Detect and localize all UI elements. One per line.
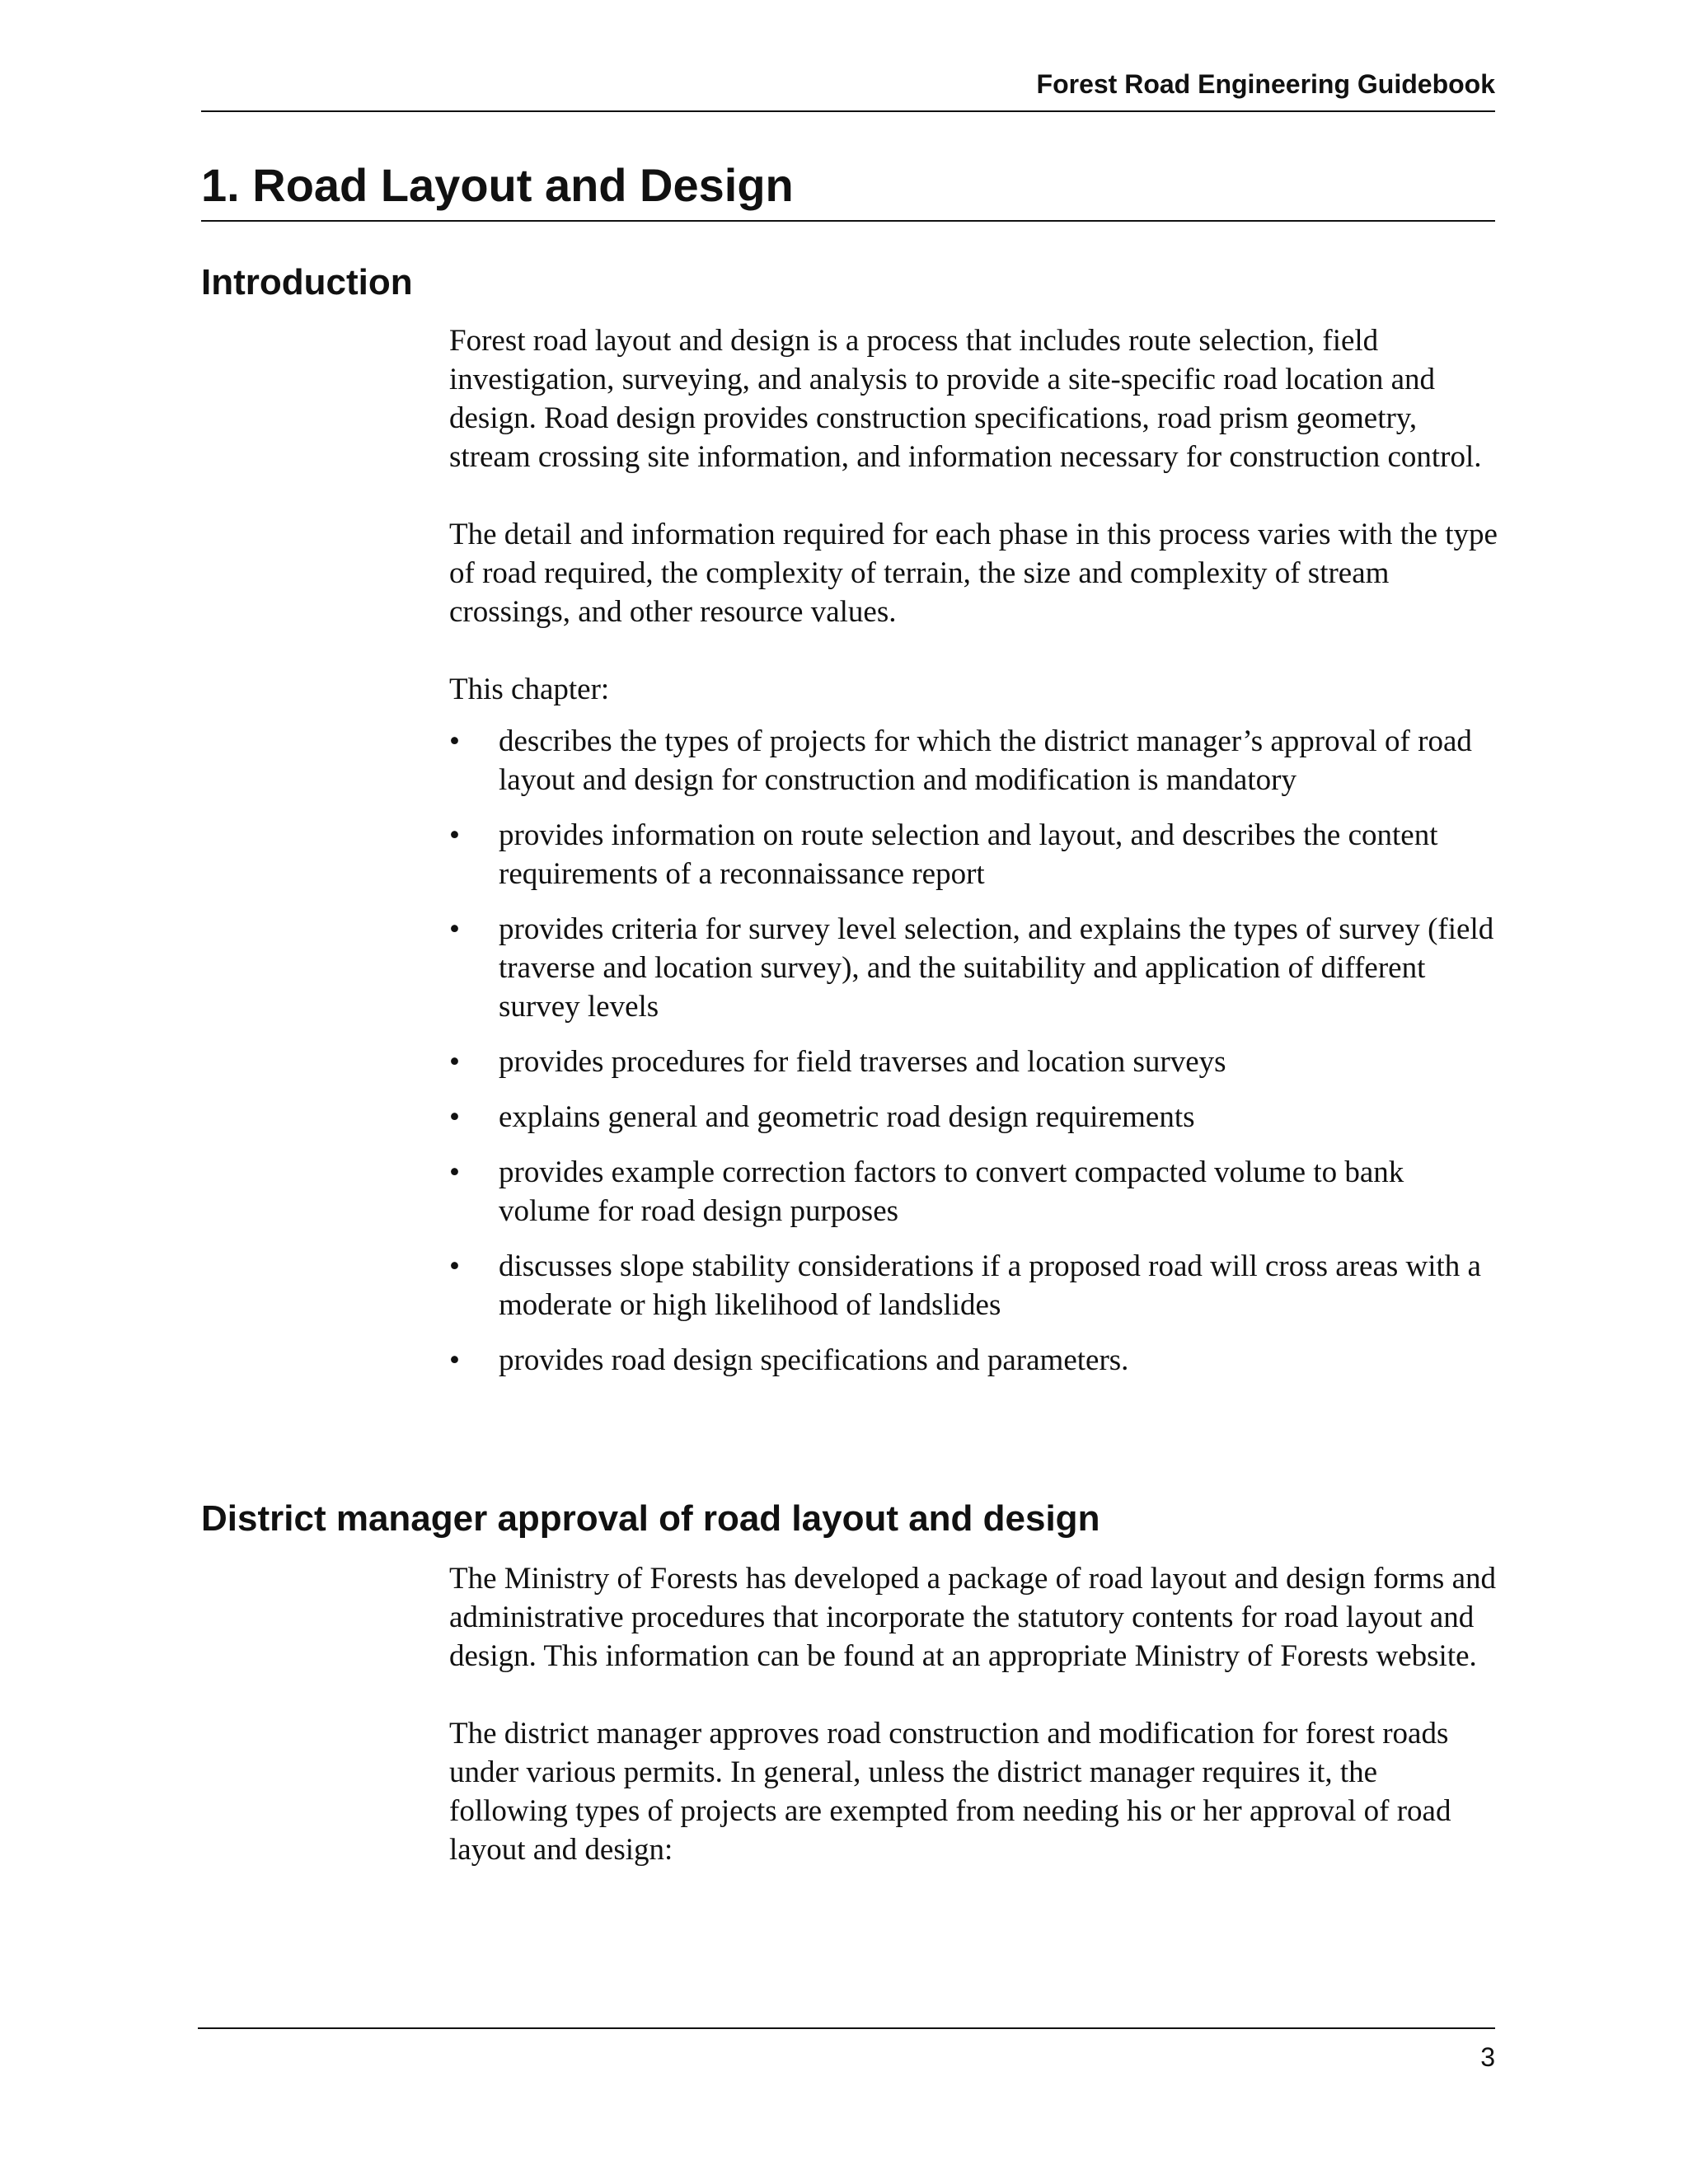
list-item <box>449 1247 1500 1324</box>
bullet-icon: • <box>449 1100 460 1134</box>
footer-rule <box>198 2027 1495 2029</box>
bullet-icon: • <box>449 912 460 946</box>
introduction-body <box>449 321 1500 1396</box>
running-header: Forest Road Engineering Guidebook <box>1036 69 1495 99</box>
paragraph: The detail and information required for each phase in this process varies with the type of road required, the complexity of terrain, the size and complexity of stream crossings, and other resource values. <box>449 518 1498 629</box>
page-number: 3 <box>1480 2042 1495 2072</box>
bullet-icon: • <box>449 818 460 852</box>
list-item <box>449 910 1500 1026</box>
list-item <box>449 1098 1500 1137</box>
bullet-icon: • <box>449 1249 460 1283</box>
paragraph: This chapter: <box>449 673 610 706</box>
list-item <box>449 816 1500 893</box>
list-item-text: provides road design specifications and parameters. <box>499 1343 1129 1377</box>
chapter-title: 1. Road Layout and Design <box>201 159 794 211</box>
header-rule <box>201 110 1495 112</box>
approval-body <box>449 1559 1500 1869</box>
chapter-contents-list <box>449 722 1500 1380</box>
paragraph: The district manager approves road construction and modification for forest roads under various permits. In general, unless the district manager requires it, the following types of projects are exempted from needing his or her approval of road layout and design: <box>449 1717 1451 1867</box>
bullet-icon: • <box>449 724 460 758</box>
section-heading-introduction: Introduction <box>201 262 413 302</box>
paragraph: Forest road layout and design is a process that includes route selection, field investigation, surveying, and analysis to provide a site-specific road location and design. Road design provides construction specifications, road prism geometry, stream crossing site information, and information necessary for construction control. <box>449 324 1482 474</box>
list-item-text: describes the types of projects for which the district manager’s approval of road layout and design for construction and modification is mandatory <box>499 724 1472 797</box>
list-item <box>449 1341 1500 1380</box>
list-item <box>449 722 1500 799</box>
paragraph: The Ministry of Forests has developed a package of road layout and design forms and administrative procedures that incorporate the statutory contents for road layout and design. This information can be found at an appropriate Ministry of Forests website. <box>449 1562 1496 1673</box>
list-item-text: provides procedures for field traverses and location surveys <box>499 1045 1226 1079</box>
list-item-text: discusses slope stability considerations if a proposed road will cross areas with a moderate or high likelihood of landslides <box>499 1249 1481 1322</box>
list-item <box>449 1153 1500 1230</box>
list-item-text: provides example correction factors to convert compacted volume to bank volume for road design purposes <box>499 1155 1404 1228</box>
chapter-title-rule <box>201 220 1495 222</box>
list-item-text: explains general and geometric road design requirements <box>499 1100 1195 1134</box>
list-item-text: provides criteria for survey level selection, and explains the types of survey (field traverse and location survey), and the suitability and application of different survey levels <box>499 912 1494 1024</box>
bullet-icon: • <box>449 1045 460 1079</box>
bullet-icon: • <box>449 1155 460 1189</box>
bullet-icon: • <box>449 1343 460 1377</box>
list-item-text: provides information on route selection and layout, and describes the content requirements of a reconnaissance report <box>499 818 1438 891</box>
list-item <box>449 1043 1500 1081</box>
section-heading-approval: District manager approval of road layout and design <box>201 1498 1100 1539</box>
